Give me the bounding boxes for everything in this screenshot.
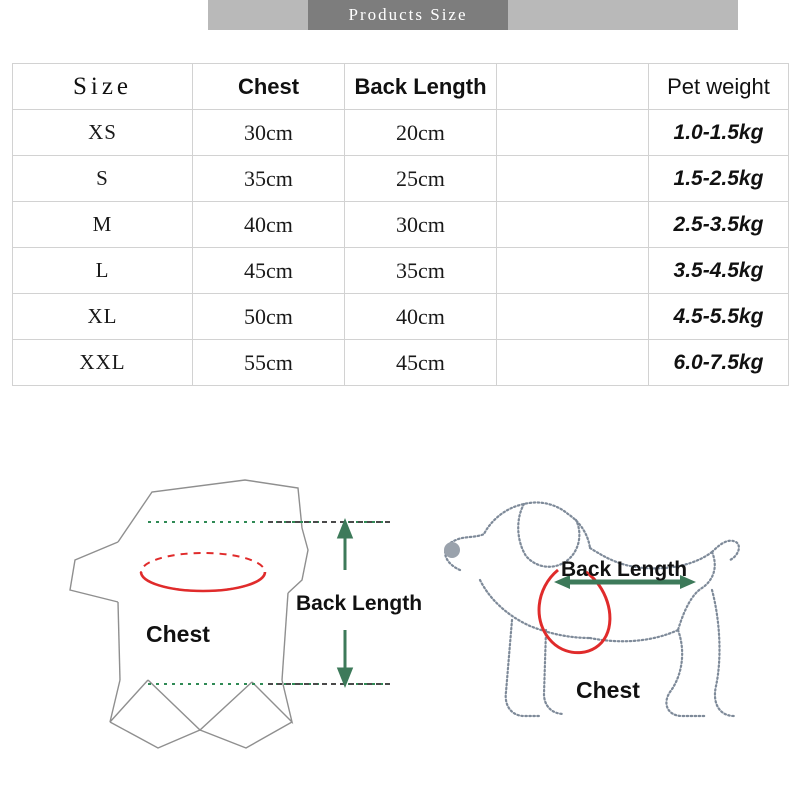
cell-back: 45cm — [345, 340, 497, 386]
cell-back: 30cm — [345, 202, 497, 248]
column-header-blank — [497, 64, 649, 110]
column-header-back-length: Back Length — [345, 64, 497, 110]
cell-size: S — [13, 156, 193, 202]
cell-weight: 3.5-4.5kg — [649, 248, 789, 294]
cell-chest: 30cm — [193, 110, 345, 156]
cell-blank — [497, 156, 649, 202]
garment-outline — [70, 480, 308, 748]
chevron-right-icon — [738, 3, 794, 27]
cell-blank — [497, 202, 649, 248]
cell-blank — [497, 248, 649, 294]
chevron-right-icon-svg — [738, 4, 794, 26]
dog-diagram — [420, 430, 780, 800]
table-row — [13, 340, 789, 386]
cell-weight: 1.5-2.5kg — [649, 156, 789, 202]
garment-chest-label: Chest — [146, 621, 210, 647]
chest-measure-front-arc — [141, 572, 265, 591]
garment-back-length-label: Back Length — [296, 592, 423, 615]
column-header-size: Size — [13, 64, 193, 110]
table-row — [13, 248, 789, 294]
cell-size: XXL — [13, 340, 193, 386]
cell-weight: 6.0-7.5kg — [649, 340, 789, 386]
cell-back: 20cm — [345, 110, 497, 156]
cell-back: 25cm — [345, 156, 497, 202]
cell-back: 40cm — [345, 294, 497, 340]
dog-back-length-label: Back Length — [561, 558, 688, 581]
table-row — [13, 156, 789, 202]
column-header-chest: Chest — [193, 64, 345, 110]
cell-size: M — [13, 202, 193, 248]
dog-chest-label: Chest — [576, 677, 640, 703]
banner-right-bar — [508, 0, 738, 30]
cell-weight: 2.5-3.5kg — [649, 202, 789, 248]
size-table — [12, 63, 789, 386]
measurement-diagrams — [0, 430, 800, 800]
cell-chest: 55cm — [193, 340, 345, 386]
page-title: Products Size — [308, 0, 508, 30]
cell-back: 35cm — [345, 248, 497, 294]
banner-left-bar — [208, 0, 308, 30]
cell-size: XS — [13, 110, 193, 156]
table-header-row — [13, 64, 789, 110]
dog-nose — [444, 542, 460, 558]
cell-weight: 4.5-5.5kg — [649, 294, 789, 340]
page-header-banner — [0, 0, 800, 32]
cell-weight: 1.0-1.5kg — [649, 110, 789, 156]
table-row — [13, 294, 789, 340]
table-row — [13, 202, 789, 248]
cell-chest: 40cm — [193, 202, 345, 248]
cell-chest: 50cm — [193, 294, 345, 340]
size-table-container — [12, 63, 788, 386]
column-header-pet-weight: Pet weight — [649, 64, 789, 110]
cell-size: L — [13, 248, 193, 294]
table-row — [13, 110, 789, 156]
cell-blank — [497, 340, 649, 386]
cell-chest: 45cm — [193, 248, 345, 294]
cell-blank — [497, 110, 649, 156]
cell-size: XL — [13, 294, 193, 340]
cell-blank — [497, 294, 649, 340]
cell-chest: 35cm — [193, 156, 345, 202]
